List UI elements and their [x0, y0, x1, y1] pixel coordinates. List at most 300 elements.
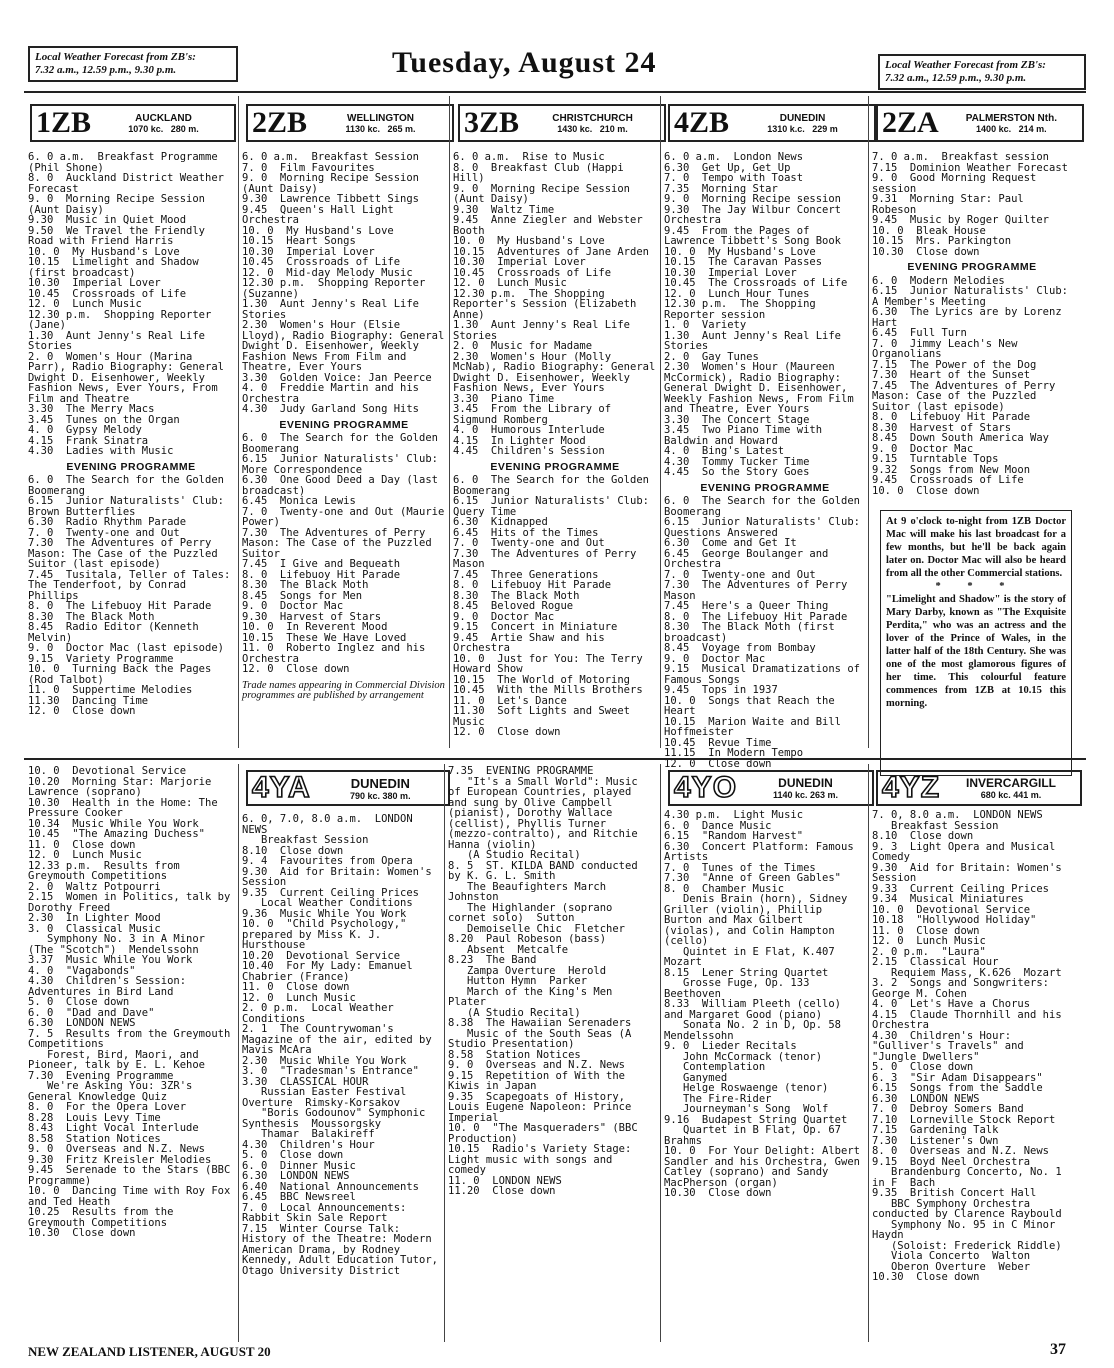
schedule-item: 8. 0 Lifebuoy Hit Parade [453, 579, 612, 591]
schedule-item: Forest, Bird, Maori, and Pioneer, talk by E. L. Kehoe [28, 1048, 206, 1071]
weather-forecast-right [878, 54, 1086, 90]
station-header-2za [876, 104, 1084, 142]
schedule-item: 6.45 Full Turn [872, 327, 967, 339]
schedule-item: 4. 0 Gypsy Melody [28, 424, 142, 436]
schedule-item: 9.15 Variety Programme [28, 652, 174, 665]
station-m: 265 m. [387, 123, 416, 134]
schedule-item: 10.20 Devotional Service [242, 949, 401, 962]
schedule-item: 10. 0 My Husband's Love [664, 245, 816, 258]
schedule-item: 9. 0 Doctor Mac [664, 652, 766, 665]
schedule-item: 6.30 The Lyrics are by Lorenz Hart [872, 306, 1068, 329]
schedule-item: 12. 0 Lunch Music [28, 298, 142, 310]
schedule-item: 2. 0 Waltz Potpourri [28, 880, 161, 893]
schedule-item: 7. 0 Twenty-one and Out [453, 537, 605, 549]
notice-separator: * * * [935, 581, 1017, 592]
schedule-item: Journeyman's Song Wolf [664, 1103, 829, 1115]
schedule-item: 7.30 Evening Programme [28, 1069, 174, 1082]
schedule-item: 9. 0 Overseas and N.Z. News [28, 1143, 206, 1155]
schedule-3zb [453, 151, 662, 748]
schedule-item: 12. 0 Lunch Music [453, 277, 567, 289]
schedule-item: 9. 4 Favourites from Opera [242, 855, 413, 867]
schedule-item: 11. 0 Close down [242, 981, 350, 993]
schedule-item: 9.15 Musical Dramatizations of Famous Songs [664, 663, 867, 686]
schedule-item: 6.30 Get Up, Get Up [664, 161, 791, 174]
schedule-item: 10. 0 For Your Delight: Albert Sandler and his Orchestra, Gwen Catley (soprano) and Sandy MacPherson (organ) [664, 1145, 867, 1189]
schedule-item: 7.30 The Adventures of Perry Mason [664, 579, 854, 602]
trade-names-note: Trade names appearing in Commercial Division programmes are published by arrangement [242, 679, 448, 701]
schedule-item: 7. 0 a.m. Breakfast session [872, 151, 1050, 163]
schedule-item: 9. 0 Good Morning Request session [872, 172, 1043, 195]
schedule-item: 7.35 Morning Star [664, 182, 778, 195]
schedule-item: 8. 0 Lifebuoy Hit Parade [872, 411, 1031, 423]
schedule-item: 4.30 p.m. Light Music [664, 809, 804, 821]
schedule-item: 9.45 Queen's Hall Light Orchestra [242, 203, 401, 226]
schedule-item: 9.30 Aid for Britain: Women's Session [872, 861, 1068, 884]
station-call: 4ZB [674, 106, 730, 139]
schedule-item: 9. 0 Morning Recipe Session (Aunt Daisy) [453, 182, 637, 205]
schedule-item: 9. 0 Doctor Mac [872, 442, 974, 455]
schedule-item: 7.45 I Give and Bequeath [242, 558, 401, 570]
schedule-item: 3.30 Golden Voice: Jan Peerce [242, 371, 432, 384]
schedule-item: 4.30 Judy Garland Song Hits [242, 403, 420, 415]
schedule-item: 6. 0 The Search for the Golden Boomerang [453, 474, 656, 497]
schedule-item: 9.30 Harvest of Stars [242, 610, 382, 623]
forecast-line1: Local Weather Forecast from ZB's: [885, 59, 1046, 71]
schedule-item: 10. 0 In Reverent Mood [242, 621, 388, 633]
schedule-item: 11. 0 Let's Dance [453, 694, 567, 707]
schedule-item: 8.30 Harvest of Stars [872, 421, 1012, 434]
station-header-2zb [246, 104, 454, 142]
schedule-item: 10.15 Adventures of Jane Arden [453, 245, 649, 258]
schedule-item: 4. 0 Freddie Martin and his Orchestra [242, 382, 426, 405]
schedule-item: 9.15 Repetition of With the Kiwis in Japan [448, 1069, 632, 1092]
schedule-item: 2. 0 Music for Madame [453, 340, 593, 352]
schedule-item: 9.30 Music in Quiet Mood [28, 214, 187, 226]
schedule-item: 10. 0 My Husband's Love [28, 245, 180, 258]
schedule-item: 10. 0 Songs that Reach the Heart [664, 694, 842, 717]
schedule-item: 10.30 Close down [872, 1271, 980, 1283]
schedule-item: 8.30 The Black Moth [28, 610, 155, 623]
schedule-item: 10. 0 Bleak House [872, 224, 986, 237]
schedule-item: 5. 0 Close down [28, 996, 130, 1008]
schedule-item: 6.45 Monica Lewis [242, 495, 356, 507]
schedule-item: Zampa Overture Herold [448, 964, 607, 977]
schedule-item: 2.30 Women's Hour (Maureen McCormick), Radio Biography: General Dwight D. Eisenhower, Weekly Fashion News, From Film and Theatre, Ever Yours [664, 361, 860, 415]
schedule-item: 8. 0 Lifebuoy Hit Parade [242, 568, 401, 581]
schedule-item: 10.15 The Caravan Passes [664, 256, 823, 268]
schedule-item: 9.45 Music by Roger Quilter [872, 214, 1050, 226]
schedule-item: 6.45 BBC Newsreel [242, 1191, 356, 1203]
station-call: 4YZ [882, 771, 941, 804]
schedule-item: Symphony No. 95 in C Minor Haydn [872, 1218, 1068, 1241]
notice-paragraph: "Limelight and Shadow" is the story of Mary Darby, known as "The Exquisite Perdita," who was an actress and the lover of the Prince of Wales, in the latter half of the 18th Century. She was one of the most glamorous figures of her time. This colourful feature commences from 1ZB at 10.15 this morning. [886, 594, 1066, 709]
schedule-item: Hutton Hymn Parker [448, 975, 588, 987]
schedule-item: 11.30 Dancing Time [28, 694, 149, 707]
schedule-item: 6.15 Junior Naturalists' Club: Brown Butterflies [28, 495, 231, 518]
schedule-item: 7.45 Here's a Queer Thing [664, 600, 829, 612]
schedule-item: 9.30 Fritz Kreisler Melodies [28, 1153, 212, 1166]
schedule-item: 6.30 LONDON NEWS [28, 1017, 136, 1029]
schedule-item: 9. 0 Doctor Mac [453, 610, 555, 623]
schedule-item: 9. 0 Doctor Mac (last episode) [28, 642, 224, 654]
schedule-item: 9.34 Musical Miniatures [872, 893, 1024, 905]
schedule-item: Denis Brain (horn), Sidney Griller (violin), Phillip Burton and Max Gilbert (violas), and Colin Hampton (cello) [664, 893, 854, 947]
schedule-item: 8. 0 For the Opera Lover [28, 1101, 187, 1113]
station-kc: 1130 kc. [345, 123, 381, 134]
schedule-item: 11.30 Soft Lights and Sweet Music [453, 705, 637, 728]
schedule-item: 4.45 So the Story Goes [664, 466, 810, 478]
schedule-item: 7.35 EVENING PROGRAMME [448, 765, 594, 777]
station-call: 2ZA [882, 106, 939, 139]
schedule-item: (A Studio Recital) [448, 849, 581, 861]
schedule-item: 8. 0 Breakfast Club (Happi Hill) [453, 161, 631, 184]
schedule-item: 7. 0 Local Announcements: Rabbit Skin Sale Report [242, 1201, 413, 1224]
schedule-item: 7.45 Tusitala, Teller of Tales: The Tenderfoot, by Conrad Phillips [28, 568, 237, 602]
schedule-item: 6.45 George Boulanger and Orchestra [664, 547, 835, 570]
schedule-item: 7. 0 Film Favourites [242, 161, 375, 174]
schedule-item: 10.45 With the Mills Brothers [453, 684, 643, 696]
schedule-item: 8.43 Light Vocal Interlude [28, 1122, 199, 1134]
schedule-item: 6.30 One Good Deed a Day (last broadcast) [242, 474, 445, 497]
schedule-item: 8.45 Beloved Rogue [453, 600, 574, 612]
schedule-item: 6.15 Junior Naturalists' Club: Query Time [453, 495, 656, 518]
schedule-item: 12.30 p.m. Shopping Reporter (Jane) [28, 308, 218, 331]
station-city: WELLINGTON [347, 112, 415, 124]
schedule-item: 6.15 Junior Naturalists' Club: More Correspondence [242, 453, 445, 476]
schedule-item: 7.45 The Adventures of Perry Mason: Case of the Puzzled Suitor (last episode) [872, 379, 1062, 413]
schedule-item: 10.30 Imperial Lover [453, 256, 586, 268]
schedule-item: 6. 0, 7.0, 8.0 a.m. LONDON NEWS [242, 813, 420, 836]
station-city: DUNEDIN [778, 776, 833, 790]
schedule-item: 8.10 Close down [242, 844, 344, 857]
schedule-item: 8.38 The Hawaiian Serenaders [448, 1017, 632, 1029]
schedule-item: 4. 0 Let's Have a Chorus [872, 998, 1031, 1010]
schedule-item: 10.15 These We Have Loved [242, 631, 407, 644]
schedule-item: 6. 0 Modern Melodies [872, 274, 1005, 287]
schedule-4ya [242, 813, 445, 1340]
station-city: PALMERSTON Nth. [965, 112, 1057, 124]
schedule-item: 8.10 Close down [872, 830, 974, 842]
schedule-item: Thamar Balakireff [242, 1128, 375, 1140]
schedule-item: 7. 0 Twenty-one and Out [28, 526, 180, 539]
schedule-item: 8. 0 The Lifebuoy Hit Parade [28, 600, 212, 612]
schedule-item: Quartet in B Flat, Op. 67 Brahms [664, 1124, 854, 1147]
schedule-item: 3. 2 Songs and Songwriters: George M. Cohen [872, 977, 1056, 1000]
schedule-item: 12. 0 Mid-day Melody Music [242, 266, 413, 279]
schedule-item: 10.45 Crossroads of Life [453, 266, 612, 279]
schedule-item: 8.30 The Black Moth (first broadcast) [664, 621, 842, 644]
schedule-item: 10. 0 Devotional Service [872, 903, 1031, 916]
schedule-item: 6.15 Songs from the Saddle [872, 1082, 1043, 1094]
schedule-item: 10.30 Close down [28, 1227, 136, 1239]
schedule-item: 11. 0 Close down [28, 838, 136, 851]
station-call: 1ZB [36, 106, 92, 139]
footer-publication: NEW ZEALAND LISTENER, AUGUST 20 [28, 1344, 271, 1359]
schedule-item: Requiem Mass, K.626 Mozart [872, 966, 1062, 979]
schedule-item: 9.30 Aid for Britain: Women's Session [242, 865, 438, 888]
schedule-item: 8. 0 Overseas and N.Z. News [872, 1145, 1050, 1157]
schedule-item: 2. 0 Women's Hour (Marina Parr), Radio Biography: General Dwight D. Eisenhower, Weekly Fashion News, Ever Yours, From Film and Theatre [28, 350, 231, 405]
schedule-item: 9.45 Serenade to the Stars (BBC Programme) [28, 1164, 237, 1187]
schedule-item: Breakfast Session [872, 819, 999, 832]
schedule-item: 4.15 In Lighter Mood [453, 434, 586, 447]
schedule-item: 10. 0 "The Masqueraders" (BBC Production) [448, 1122, 644, 1145]
schedule-item: 10. 0 Dancing Time with Roy Fox and Ted Heath [28, 1185, 237, 1208]
schedule-item: 11.20 Close down [448, 1185, 556, 1197]
schedule-item: Grosse Fuge, Op. 133 Beethoven [664, 977, 823, 1000]
schedule-item: 3.45 Tunes on the Organ [28, 413, 180, 426]
evening-programme-heading: EVENING PROGRAMME [279, 418, 409, 431]
station-m: 210 m. [599, 123, 628, 134]
schedule-item: 2.15 Women in Politics, talk by Dorothy Freed [28, 891, 237, 914]
column-rule [238, 96, 239, 748]
schedule-item: Oberon Overture Weber [872, 1260, 1031, 1273]
schedule-item: 6.30 Come and Get It [664, 537, 797, 549]
schedule-item: 8.20 Paul Robeson (bass) [448, 933, 607, 945]
station-kc: 1430 kc. [557, 123, 593, 134]
schedule-item: 1.30 Aunt Jenny's Real Life Stories [28, 329, 212, 352]
schedule-item: 4.15 Claude Thornhill and his Orchestra [872, 1008, 1068, 1031]
schedule-item: 6. 0 a.m. Breakfast Session [242, 151, 420, 163]
schedule-item: March of the King's Men Plater [448, 985, 626, 1008]
schedule-item: 9.30 Waltz Time [453, 203, 555, 216]
schedule-item: 12. 0 Close down [664, 757, 772, 770]
station-frequency: 790 kc. 380 m. [350, 790, 411, 801]
schedule-item: 8.30 The Black Moth [242, 579, 369, 591]
schedule-item: 10.45 "The Amazing Duchess" [28, 828, 206, 840]
schedule-item: Breakfast Session [242, 834, 369, 846]
schedule-item: 12.33 p.m. Results from Greymouth Competitions [28, 859, 187, 882]
schedule-item: 9. 0 Morning Recipe session [664, 193, 842, 205]
schedule-item: 9. 0 Morning Recipe Session (Aunt Daisy) [242, 172, 426, 195]
schedule-item: 8.45 Voyage from Bombay [664, 642, 816, 654]
schedule-item: 7.15 Dominion Weather Forecast [872, 161, 1068, 174]
schedule-item: 10.30 Imperial Lover [242, 245, 375, 258]
middle-rule [24, 758, 1086, 760]
schedule-item: 9.30 The Jay Wilbur Concert Orchestra [664, 203, 848, 226]
schedule-item: 8.33 William Pleeth (cello) and Margaret Good (piano) [664, 998, 848, 1021]
schedule-item: 6.40 National Announcements [242, 1180, 420, 1193]
schedule-item: 9.35 Scapegoats of History, Louis Eugene Napoleon: Prince Imperial [448, 1090, 638, 1124]
schedule-item: 12.30 p.m. The Shopping Reporter session [664, 298, 823, 321]
schedule-item: 7.30 The Adventures of Perry Mason: The Case of the Puzzled Suitor [242, 526, 438, 560]
schedule-item: Viola Concerto Walton [872, 1250, 1031, 1262]
schedule-item: 1.30 Aunt Jenny's Real Life Stories [453, 319, 637, 342]
schedule-item: (A Studio Recital) [448, 1006, 581, 1019]
schedule-item: 4.30 Children's Hour: "Gulliver's Travels" and "Jungle Dwellers" [872, 1029, 1031, 1063]
page-title: Tuesday, August 24 [392, 46, 657, 79]
schedule-item: 5. 0 Close down [872, 1061, 974, 1073]
schedule-item: 4.30 Children's Hour [242, 1138, 375, 1151]
schedule-item: 9.35 British Concert Hall [872, 1187, 1037, 1199]
schedule-item: 12. 0 Close down [242, 663, 350, 675]
schedule-item: The Fire-Rider [664, 1092, 772, 1105]
station-kc: 1400 kc. [976, 123, 1012, 134]
schedule-item: 9.15 Concert in Miniature [453, 621, 618, 633]
schedule-item: 3.30 The Concert Stage [664, 413, 810, 426]
schedule-item: 6.30 LONDON NEWS [242, 1170, 350, 1182]
schedule-item: 9.45 Anne Ziegler and Webster Booth [453, 214, 649, 237]
schedule-item: 11. 0 Roberto Inglez and his Orchestra [242, 642, 432, 665]
schedule-item: 2. 0 p.m. "Laura" [872, 945, 986, 958]
schedule-item: 12. 0 Close down [28, 705, 136, 717]
schedule-item: 7.30 Listener's Own [872, 1134, 999, 1147]
forecast-line2: 7.32 a.m., 12.59 p.m., 9.30 p.m. [885, 72, 1027, 84]
page-number: 37 [1050, 1341, 1066, 1358]
schedule-item: 10.25 Results from the Greymouth Competitions [28, 1206, 180, 1229]
station-call: 4YO [674, 771, 738, 804]
schedule-item: Symphony No. 3 in A Minor (The "Scotch") Mendelssohn [28, 933, 212, 956]
station-call: 4YA [252, 771, 311, 804]
schedule-item: 12. 0 Lunch Music [28, 849, 142, 861]
schedule-item: 7. 0 Jimmy Leach's New Organolians [872, 337, 1024, 360]
schedule-2za [872, 151, 1075, 498]
schedule-item: 3.30 CLASSICAL HOUR [242, 1075, 369, 1088]
schedule-item: 6.30 Radio Rhythm Parade [28, 516, 187, 528]
schedule-item: 6. 0 The Search for the Golden Boomerang [242, 432, 445, 455]
column-rule [660, 96, 661, 748]
schedule-item: 10.40 For My Lady: Emanuel Chabrier (France) [242, 960, 420, 983]
schedule-item: 10.34 Music While You Work [28, 817, 199, 830]
schedule-item: 6. 0 The Search for the Golden Boomerang [664, 495, 867, 518]
schedule-item: 4.30 Tommy Tucker Time [664, 455, 810, 468]
column-rule [238, 764, 239, 1342]
schedule-item: 3. 0 Classical Music [28, 922, 161, 935]
column-rule [868, 96, 869, 748]
schedule-item: 10. 0 Devotional Service [28, 765, 187, 777]
schedule-4yo [664, 809, 867, 1340]
station-header-4yz [876, 770, 1082, 806]
notice-paragraph: At 9 o'clock to-night from 1ZB Doctor Mac will make his last broadcast for a few months, but he'll be back again later on. Doctor Mac will also be heard from all the other Commercial stations. [886, 516, 1066, 579]
schedule-item: 6.30 Concert Platform: Famous Artists [664, 840, 860, 863]
schedule-item: Local Weather Conditions [242, 897, 413, 909]
schedule-item: 6. 0 Dance Music [664, 819, 772, 832]
schedule-item: 3.30 The Merry Macs [28, 403, 155, 415]
schedule-item: 7.10 Lorneville Stock Report [872, 1113, 1056, 1126]
schedule-item: 8.45 Down South America Way [872, 432, 1050, 444]
schedule-item: 8. 0 Chamber Music [664, 882, 785, 895]
schedule-item: 6.15 "Random Harvest" [664, 830, 804, 842]
schedule-item: 7. 0 Tempo with Toast [664, 172, 804, 184]
schedule-item: 11. 0 LONDON NEWS [448, 1174, 562, 1187]
station-city: INVERCARGILL [966, 776, 1057, 790]
schedule-item: 10.30 Health in the Home: The Pressure Cooker [28, 796, 224, 819]
schedule-item: 4.30 Children's Session: Adventures in Bird Land [28, 975, 193, 998]
schedule-item: 9. 0 Overseas and N.Z. News [448, 1059, 626, 1071]
schedule-item: 11. 0 Close down [872, 924, 980, 937]
schedule-item: 6.45 Hits of the Times [453, 526, 599, 539]
schedule-item: 9. 3 Light Opera and Musical Comedy [872, 840, 1062, 863]
schedule-item: 8.28 Louis Levy Time [28, 1111, 161, 1124]
schedule-item: 3.37 Music While You Work [28, 954, 193, 966]
schedule-item: The Beaufighters March Johnston [448, 880, 619, 903]
station-call: 3ZB [464, 106, 520, 139]
schedule-item: 8.45 Radio Editor (Kenneth Melvin) [28, 621, 206, 644]
schedule-item: 1.30 Aunt Jenny's Real Life Stories [664, 329, 848, 352]
schedule-item: 10. 0 Turning Back the Pages (Rod Talbot) [28, 663, 218, 686]
schedule-item: We're Asking You: 3ZR's General Knowledge Quiz [28, 1080, 199, 1103]
schedule-item: (Soloist: Frederick Riddle) [872, 1239, 1062, 1252]
schedule-item: 10.45 Crossroads of Life [242, 256, 401, 268]
schedule-item: 9.31 Morning Star: Paul Robeson [872, 193, 1031, 216]
schedule-item: 6.30 Kidnapped [453, 516, 548, 528]
evening-programme-heading: EVENING PROGRAMME [907, 261, 1037, 273]
schedule-item: 10.15 Radio's Variety Stage: Light music with songs and comedy [448, 1143, 638, 1176]
schedule-item: Brandenburg Concerto, No. 1 in F Bach [872, 1166, 1068, 1189]
schedule-item: 2.30 Music While You Work [242, 1054, 407, 1067]
schedule-2zb [242, 151, 451, 748]
station-frequency: 1140 kc. 263 m. [772, 790, 839, 800]
schedule-item: 4.30 Ladies with Music [28, 445, 174, 457]
schedule-item: 8.58 Station Notices [28, 1132, 161, 1145]
schedule-item: 10.15 Limelight and Shadow (first broadcast) [28, 256, 206, 279]
schedule-item: 10.30 Imperial Lover [664, 266, 797, 279]
forecast-line1: Local Weather Forecast from ZB's: [35, 51, 196, 63]
weather-forecast-left [28, 46, 238, 82]
schedule-item: The Highlander (soprano cornet solo) Sutton [448, 901, 619, 924]
schedule-item: 10.30 Close down [872, 245, 980, 258]
schedule-item: 6. 0 The Search for the Golden Boomerang [28, 474, 231, 497]
schedule-item: 9. 0 Doctor Mac [242, 600, 344, 612]
schedule-item: 8.45 Songs for Men [242, 589, 363, 602]
schedule-item: 5. 0 Close down [242, 1149, 344, 1161]
schedule-item: 7.30 "Anne of Green Gables" [664, 872, 842, 884]
schedule-item: Helge Roswaenge (tenor) [664, 1082, 829, 1094]
schedule-item: 9.36 Music While You Work [242, 907, 407, 920]
schedule-item: 10.30 Imperial Lover [28, 277, 161, 289]
schedule-item: 6.30 LONDON NEWS [872, 1092, 980, 1105]
schedule-item: 10.30 Close down [664, 1187, 772, 1199]
schedule-item: 7.30 Heart of the Sunset [872, 369, 1031, 381]
schedule-item: 6. 0 "Dad and Dave" [28, 1006, 155, 1019]
schedule-item: 2.30 In Lighter Mood [28, 912, 161, 924]
column-rule [449, 96, 450, 748]
station-city: DUNEDIN [350, 775, 410, 791]
schedule-4zb [664, 151, 867, 770]
station-header-3zb [458, 104, 666, 142]
evening-programme-heading: EVENING PROGRAMME [700, 481, 830, 494]
station-header-4ya [246, 770, 450, 806]
schedule-item: 9.32 Songs from New Moon [872, 463, 1031, 476]
station-frequency: 680 kc. 441 m. [980, 790, 1042, 800]
schedule-item: 9.45 Tops in 1937 [664, 684, 778, 696]
schedule-item: 9.16 Budapest String Quartet [664, 1113, 848, 1126]
schedule-item: 9. 0 Lieder Recitals [664, 1040, 797, 1052]
schedule-item: 7. 0 Twenty-one and Out (Maurie Power) [242, 505, 451, 528]
schedule-item: 1.30 Aunt Jenny's Real Life Stories [242, 298, 426, 321]
schedule-item: 11. 0 Suppertime Melodies [28, 684, 193, 696]
schedule-item: 4.15 Frank Sinatra [28, 434, 149, 447]
schedule-item: 10.15 Mrs. Parkington [872, 235, 1012, 247]
schedule-item: John McCormack (tenor) [664, 1050, 823, 1063]
station-header-4zb [668, 104, 876, 142]
schedule-item: 10. 0 Just for You: The Terry Howard Show [453, 652, 649, 675]
schedule-item: 3.30 Piano Time [453, 392, 555, 405]
schedule-item: 9.50 We Travel the Friendly Road with Friend Harris [28, 224, 212, 247]
schedule-item: 2.30 Women's Hour (Elsie Lloyd), Radio Biography: General Dwight D. Eisenhower, Weekly Fashion News From Film and Theatre, Ever Yours [242, 319, 451, 373]
schedule-item: 9.33 Current Ceiling Prices [872, 882, 1050, 895]
schedule-item: 10.15 Heart Songs [242, 235, 356, 247]
schedule-item: 8.30 The Black Moth [453, 589, 580, 602]
schedule-item: 10. 0 "Child Psychology," prepared by Miss K. J. Hursthouse [242, 918, 413, 951]
schedule-item: 9.15 Boyd Neel Orchestra [872, 1155, 1031, 1168]
schedule-item: 8. 0 Auckland District Weather Forecast [28, 172, 231, 195]
station-city: CHRISTCHURCH [552, 112, 633, 124]
schedule-item: 6.15 Junior Naturalists' Club: Questions Answered [664, 516, 867, 539]
schedule-item: 7. 0 Debroy Somers Band [872, 1103, 1024, 1115]
schedule-item: 8. 5 ST. KILDA BAND conducted by K. G. L. Smith [448, 859, 644, 882]
schedule-item: 10. 0 My Husband's Love [453, 235, 605, 247]
